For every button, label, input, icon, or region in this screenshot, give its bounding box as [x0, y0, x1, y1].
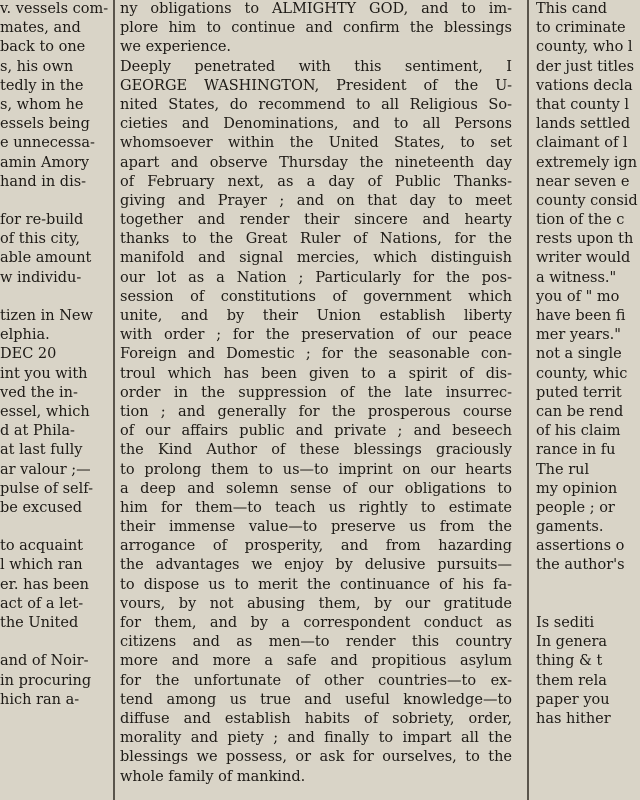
text-line: w individu-	[0, 269, 82, 286]
text-line	[0, 192, 108, 211]
text-line: of February next, as a day of Public Thanks-	[120, 173, 512, 190]
text-line: nited States, do recommend to all Religious So-	[120, 96, 512, 113]
text-line: not a single	[536, 346, 622, 363]
text-line: apart and observe Thursday the nineteenth day	[120, 154, 512, 171]
text-line: have been fi	[536, 308, 626, 324]
left-column	[0, 0, 108, 710]
text-line: our lot as a Nation ; Particularly for the pos-	[120, 269, 512, 286]
text-line: be excused	[0, 499, 82, 516]
text-line: my opinion	[536, 480, 618, 497]
text-line: elphia.	[0, 327, 50, 344]
text-line: together and render their sincere and hearty	[120, 212, 512, 229]
text-line: for them, and by a correspondent conduct as	[120, 615, 512, 631]
text-line: of our affairs public and private ; and beseech	[120, 423, 512, 440]
text-line: Foreign and Domestic ; for the seasonable con-	[120, 346, 512, 363]
text-line: Deeply penetrated with this sentiment, I	[120, 58, 512, 75]
text-line: more and more a safe and propitious asylum	[120, 653, 512, 670]
text-line: s, his own	[0, 58, 74, 75]
text-line: whomsoever within the United States, to set	[120, 135, 512, 152]
text-line: d at Phila-	[0, 423, 75, 440]
text-line: act of a let-	[0, 595, 84, 612]
text-line: GEORGE WASHINGTON, President of the U-	[120, 77, 512, 94]
text-line: essel, which	[0, 403, 90, 420]
text-line: him for them—to teach us rightly to estimate	[120, 499, 512, 516]
text-line: mer years."	[536, 327, 621, 344]
text-line: puted territ	[536, 384, 622, 401]
text-line: tedly in the	[0, 77, 84, 94]
text-line: pulse of self-	[0, 480, 94, 497]
text-line: tend among us true and useful knowledge—to	[120, 691, 512, 708]
text-line: arrogance of prosperity, and from hazarding	[120, 538, 512, 555]
text-line: thing & t	[536, 653, 603, 670]
text-line: rance in fu	[536, 442, 616, 459]
text-line: DEC 20	[0, 346, 57, 363]
text-line	[0, 633, 108, 652]
text-line: of his claim	[536, 423, 621, 440]
text-line: ved the in-	[0, 384, 78, 401]
column-rule-left	[113, 0, 115, 800]
text-line: This cand	[536, 1, 608, 17]
text-line: hich ran a-	[0, 691, 80, 708]
text-line: writer would	[536, 250, 631, 267]
text-line: in procuring	[0, 672, 92, 689]
text-line: people ; or	[536, 499, 615, 516]
text-line: er. has been	[0, 576, 89, 593]
text-line	[0, 518, 108, 537]
text-line: vations decla	[536, 77, 633, 94]
text-line: for the unfortunate of other countries—to ex-	[120, 672, 512, 689]
text-line: with order ; for the preservation of our peace	[120, 327, 512, 344]
text-line: paper you	[536, 691, 610, 708]
right-column	[536, 0, 640, 729]
text-line: extremely ign	[536, 154, 638, 171]
text-line: v. vessels com-	[0, 1, 108, 17]
text-line: tion ; and generally for the prosperous course	[120, 403, 512, 420]
text-line	[536, 595, 640, 614]
text-line: for re-build	[0, 212, 84, 229]
text-line: diffuse and establish habits of sobriety, order,	[120, 710, 512, 727]
text-line: you of " mo	[536, 288, 620, 305]
text-line: tizen in New	[0, 308, 93, 324]
text-line: at last fully	[0, 442, 83, 459]
text-line: ny obligations to ALMIGHTY GOD, and to im-	[120, 1, 512, 17]
text-line: mates, and	[0, 20, 81, 37]
text-line: l which ran	[0, 557, 83, 574]
text-line: giving and Prayer ; and on that day to meet	[120, 192, 512, 209]
text-line: near seven e	[536, 173, 630, 190]
text-line: session of constitutions of government which	[120, 288, 512, 305]
text-line: county consid	[536, 192, 638, 209]
text-line: manifold and signal mercies, which distinguish	[120, 250, 512, 267]
text-line: The rul	[536, 461, 590, 478]
text-line: can be rend	[536, 403, 624, 420]
text-line: In genera	[536, 634, 608, 651]
text-line: blessings we possess, or ask for ourselves, to the	[120, 749, 512, 766]
text-line	[0, 288, 108, 307]
text-line: thanks to the Great Ruler of Nations, for the	[120, 231, 512, 248]
text-line: a witness."	[536, 269, 617, 286]
text-line: of this city,	[0, 231, 81, 248]
text-line: essels being	[0, 116, 90, 133]
column-rule-right	[527, 0, 529, 800]
text-line: and of Noir-	[0, 653, 89, 670]
text-line: county, who l	[536, 39, 633, 56]
text-line: ar valour ;—	[0, 461, 91, 478]
text-line: the advantages we enjoy by delusive pursuits—	[120, 557, 512, 574]
text-line: unite, and by their Union establish liberty	[120, 308, 512, 324]
text-line: citizens and as men—to render this country	[120, 634, 512, 651]
text-line: hand in dis-	[0, 173, 87, 190]
text-line: Is sediti	[536, 615, 595, 631]
text-line: vours, by not abusing them, by our gratitude	[120, 595, 512, 612]
text-line: morality and piety ; and finally to impart all the	[120, 730, 512, 747]
text-line: able amount	[0, 250, 92, 267]
text-line: int you with	[0, 365, 88, 382]
text-line: lands settled	[536, 116, 631, 133]
text-line: them rela	[536, 672, 607, 689]
text-line: rests upon th	[536, 231, 634, 248]
text-line: the author's	[536, 557, 625, 574]
text-line: plore him to continue and confirm the blessings	[120, 20, 512, 37]
text-line: we experience.	[120, 39, 232, 56]
text-line: gaments.	[536, 519, 604, 536]
proclamation-column	[120, 0, 512, 787]
text-line: claimant of l	[536, 135, 628, 152]
text-line: their immense value—to preserve us from the	[120, 519, 512, 536]
text-line: has hither	[536, 710, 611, 727]
text-line: the Kind Author of these blessings graciously	[120, 442, 512, 459]
text-line: a deep and solemn sense of our obligations to	[120, 480, 512, 497]
text-line: to acquaint	[0, 538, 83, 555]
text-line	[536, 576, 640, 595]
text-line: county, whic	[536, 365, 628, 382]
text-line: to criminate	[536, 20, 626, 37]
text-line: that county l	[536, 96, 630, 113]
text-line: assertions o	[536, 538, 625, 555]
text-line: der just titles	[536, 58, 635, 75]
text-line: troul which has been given to a spirit of dis-	[120, 365, 512, 382]
text-line: s, whom he	[0, 96, 84, 113]
text-line: back to one	[0, 39, 86, 56]
text-line: to dispose us to merit the continuance of his fa-	[120, 576, 512, 593]
text-line: the United	[0, 615, 79, 631]
text-line: amin Amory	[0, 154, 90, 171]
text-line: e unnecessa-	[0, 135, 95, 152]
text-line: to prolong them to us—to imprint on our hearts	[120, 461, 512, 478]
text-line: whole family of mankind.	[120, 768, 306, 785]
text-line: cieties and Denominations, and to all Persons	[120, 116, 512, 133]
text-line: order in the suppression of the late insurrec-	[120, 384, 512, 401]
text-line: tion of the c	[536, 212, 625, 229]
